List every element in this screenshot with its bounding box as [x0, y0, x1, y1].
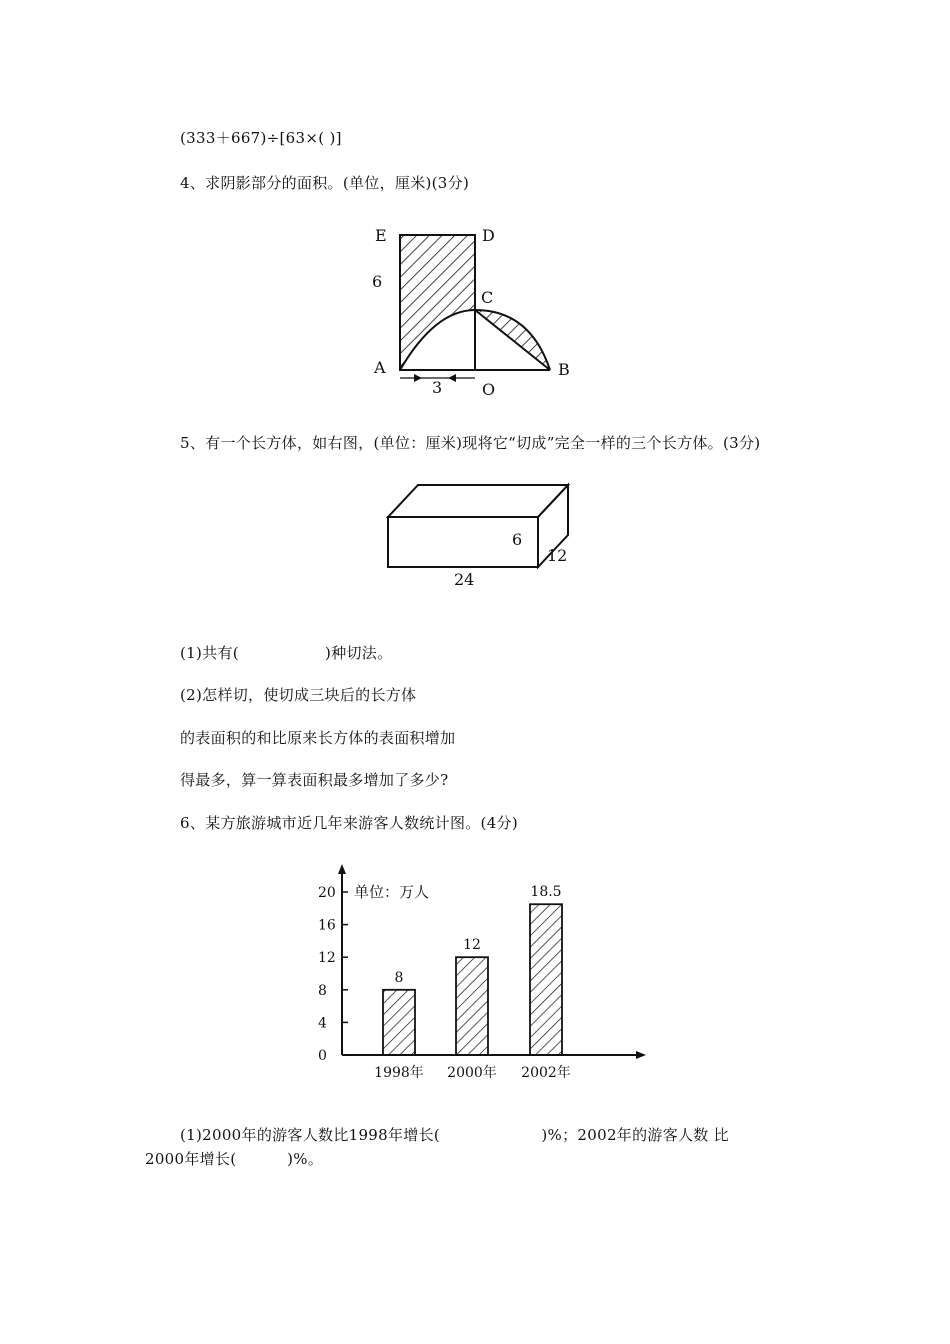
bar-data-label: 18.5	[530, 884, 562, 901]
shaded-rectangle-region	[400, 235, 475, 370]
y-tick-label: 16	[318, 917, 336, 934]
question-5-part-2-line-1: (2)怎样切，使切成三块后的长方体	[180, 686, 417, 704]
question-5-part-2-line-3: 得最多，算一算表面积最多增加了多少?	[180, 771, 449, 789]
length-label: 24	[454, 570, 475, 589]
y-tick-label: 12	[318, 950, 336, 967]
bar	[530, 904, 562, 1055]
category-label: 2000年	[447, 1065, 497, 1081]
y-axis-arrow-icon	[338, 864, 346, 874]
y-tick-label: 8	[318, 982, 327, 999]
arrow-right-icon	[414, 374, 422, 382]
question-6-title: 6、某方旅游城市近几年来游客人数统计图。(4分)	[180, 814, 518, 832]
y-tick-label: 4	[318, 1015, 327, 1032]
label-A: A	[374, 358, 386, 377]
label-E: E	[375, 226, 387, 245]
question-6-part-1-line-2: 2000年增长( )%。	[145, 1150, 324, 1168]
cuboid-figure	[380, 475, 600, 595]
bar-data-label: 12	[463, 937, 481, 954]
label-B: B	[558, 360, 570, 379]
height-label: 6	[512, 530, 523, 549]
y-tick-label: 0	[318, 1048, 327, 1064]
question-4-title: 4、求阴影部分的面积。(单位，厘米)(3分)	[180, 174, 470, 192]
question-5-part-2-line-2: 的表面积的和比原来长方体的表面积增加	[180, 729, 456, 747]
label-C: C	[481, 288, 494, 307]
arrow-left-icon	[448, 374, 456, 382]
label-O: O	[482, 380, 496, 399]
category-label: 2002年	[521, 1065, 571, 1081]
category-label: 1998年	[374, 1065, 424, 1081]
tourist-bar-chart	[300, 860, 660, 1090]
y-tick-label: 20	[318, 885, 336, 901]
question-5-title: 5、有一个长方体，如右图，(单位：厘米)现将它“切成”完全一样的三个长方体。(3分)	[180, 434, 761, 452]
height-label: 6	[372, 272, 383, 291]
label-D: D	[482, 226, 495, 245]
cuboid-top-face	[388, 485, 568, 517]
question-5-part-1: (1)共有( )种切法。	[180, 644, 393, 662]
expression-line: (333＋667)÷[63×( )]	[180, 129, 342, 147]
question-6-part-1-line-1: (1)2000年的游客人数比1998年增长( )%；2002年的游客人数 比	[180, 1126, 729, 1144]
width-label: 12	[547, 546, 568, 565]
base-length-label: 3	[432, 378, 443, 397]
unit-label: 单位：万人	[354, 883, 430, 901]
bar-data-label: 8	[394, 969, 404, 986]
bar	[383, 990, 415, 1055]
x-axis-arrow-icon	[636, 1051, 646, 1059]
bar	[456, 957, 488, 1055]
shaded-area-figure	[360, 215, 620, 405]
